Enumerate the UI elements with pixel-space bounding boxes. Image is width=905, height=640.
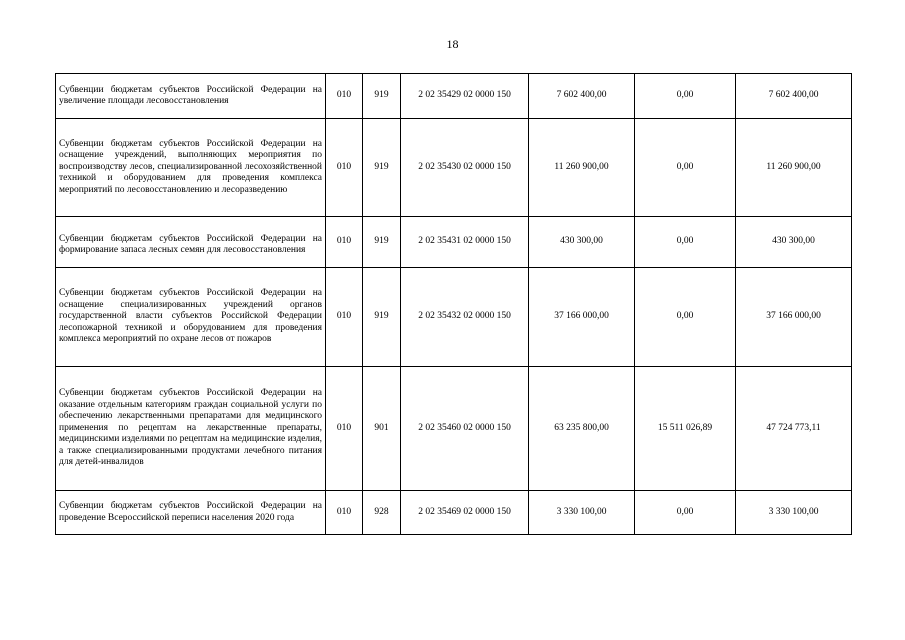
amount-total-cell: 63 235 800,00 (529, 367, 635, 491)
amount-total-cell: 37 166 000,00 (529, 268, 635, 367)
code2-cell: 919 (363, 217, 401, 268)
code1-cell: 010 (326, 367, 363, 491)
amount-total-cell: 11 260 900,00 (529, 119, 635, 217)
kbk-cell: 2 02 35430 02 0000 150 (401, 119, 529, 217)
table-row (56, 74, 852, 119)
amount-total-cell: 7 602 400,00 (529, 74, 635, 119)
table-row (56, 119, 852, 217)
row-name-cell: Субвенции бюджетам субъектов Российской Федерации на оснащение специализированных учреждений органов государственной власти субъектов Российской Федерации лесопожарной техникой и оборудованием для проведения комплекса мероприятий по охране лесов от пожаров (56, 268, 326, 367)
amount-total-cell: 3 330 100,00 (529, 491, 635, 535)
amount-mid-cell: 0,00 (635, 119, 736, 217)
code1-cell: 010 (326, 491, 363, 535)
row-name-cell: Субвенции бюджетам субъектов Российской Федерации на проведение Всероссийской переписи населения 2020 года (56, 491, 326, 535)
kbk-cell: 2 02 35469 02 0000 150 (401, 491, 529, 535)
code2-cell: 919 (363, 268, 401, 367)
code1-cell: 010 (326, 74, 363, 119)
amount-end-cell: 7 602 400,00 (736, 74, 852, 119)
code1-cell: 010 (326, 268, 363, 367)
amount-mid-cell: 15 511 026,89 (635, 367, 736, 491)
kbk-cell: 2 02 35460 02 0000 150 (401, 367, 529, 491)
code1-cell: 010 (326, 217, 363, 268)
code1-cell: 010 (326, 119, 363, 217)
code2-cell: 919 (363, 74, 401, 119)
table-row (56, 491, 852, 535)
amount-mid-cell: 0,00 (635, 74, 736, 119)
table-row (56, 217, 852, 268)
kbk-cell: 2 02 35432 02 0000 150 (401, 268, 529, 367)
amount-mid-cell: 0,00 (635, 217, 736, 268)
table-row (56, 268, 852, 367)
row-name-cell: Субвенции бюджетам субъектов Российской Федерации на оказание отдельным категориям граждан социальной услуги по обеспечению лекарственными препаратами для медицинского применения по рецептам на лекарственные препараты, медицинскими изделиями по рецептам на медицинские изделия, а также специализированными продуктами лечебного питания для детей-инвалидов (56, 367, 326, 491)
amount-end-cell: 37 166 000,00 (736, 268, 852, 367)
code2-cell: 901 (363, 367, 401, 491)
kbk-cell: 2 02 35431 02 0000 150 (401, 217, 529, 268)
amount-mid-cell: 0,00 (635, 491, 736, 535)
row-name-cell: Субвенции бюджетам субъектов Российской Федерации на оснащение учреждений, выполняющих мероприятия по воспроизводству лесов, специализированной лесохозяйственной техникой и оборудованием для проведения комплекса мероприятий по лесовосстановлению и лесоразведению (56, 119, 326, 217)
row-name-cell: Субвенции бюджетам субъектов Российской Федерации на формирование запаса лесных семян для лесовосстановления (56, 217, 326, 268)
amount-end-cell: 11 260 900,00 (736, 119, 852, 217)
code2-cell: 928 (363, 491, 401, 535)
amount-total-cell: 430 300,00 (529, 217, 635, 268)
budget-table (55, 73, 852, 535)
page-number: 18 (446, 37, 459, 51)
amount-end-cell: 430 300,00 (736, 217, 852, 268)
amount-mid-cell: 0,00 (635, 268, 736, 367)
table-row (56, 367, 852, 491)
code2-cell: 919 (363, 119, 401, 217)
row-name-cell: Субвенции бюджетам субъектов Российской Федерации на увеличение площади лесовосстановления (56, 74, 326, 119)
amount-end-cell: 3 330 100,00 (736, 491, 852, 535)
kbk-cell: 2 02 35429 02 0000 150 (401, 74, 529, 119)
amount-end-cell: 47 724 773,11 (736, 367, 852, 491)
